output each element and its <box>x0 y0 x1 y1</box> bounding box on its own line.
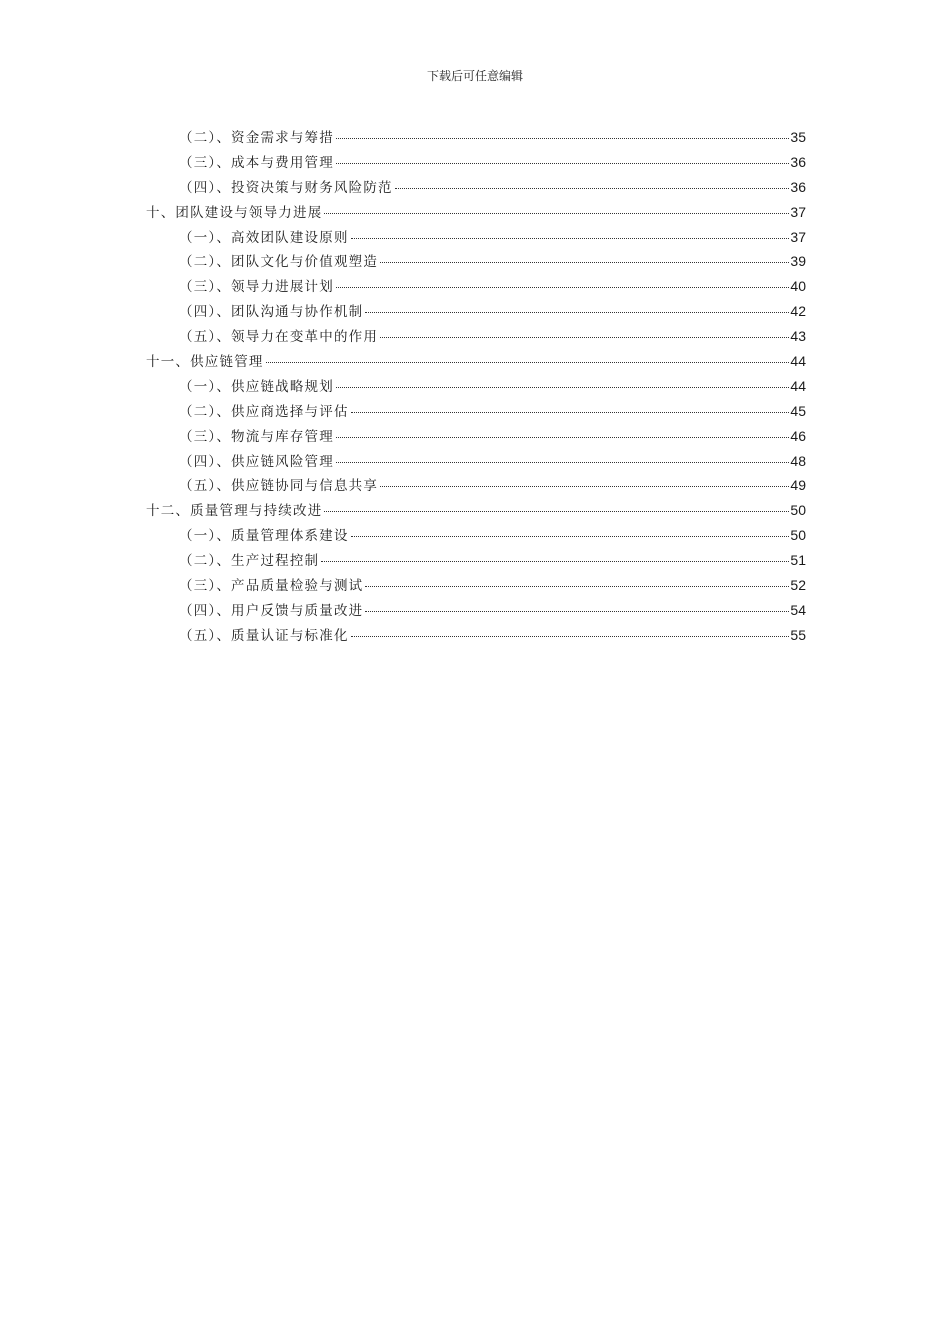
toc-entry-page-number: 36 <box>790 153 806 170</box>
toc-dot-leader <box>336 387 789 388</box>
table-of-contents <box>146 126 806 649</box>
toc-section-entry[interactable] <box>146 450 806 475</box>
toc-entry-page-number: 39 <box>790 253 806 270</box>
toc-entry-page-number: 37 <box>790 228 806 245</box>
toc-section-entry[interactable] <box>146 375 806 400</box>
toc-entry-label: （五）、供应链协同与信息共享 <box>179 478 379 495</box>
toc-dot-leader <box>380 486 789 487</box>
toc-dot-leader <box>365 312 789 313</box>
toc-section-entry[interactable] <box>146 425 806 450</box>
toc-dot-leader <box>380 262 789 263</box>
toc-entry-label: （四）、用户反馈与质量改进 <box>179 602 364 619</box>
toc-entry-page-number: 35 <box>790 129 806 145</box>
toc-entry-page-number: 36 <box>790 178 806 195</box>
toc-entry-page-number: 48 <box>790 452 806 469</box>
toc-entry-label: （五）、质量认证与标准化 <box>179 627 349 644</box>
toc-entry-page-number: 51 <box>790 552 806 569</box>
toc-section-entry[interactable] <box>146 549 806 574</box>
toc-chapter-entry[interactable] <box>146 201 806 226</box>
toc-dot-leader <box>351 536 790 537</box>
toc-dot-leader <box>266 362 790 363</box>
toc-dot-leader <box>351 412 790 413</box>
toc-dot-leader <box>336 138 789 139</box>
toc-entry-page-number: 42 <box>790 303 806 320</box>
toc-entry-page-number: 50 <box>790 502 806 519</box>
toc-entry-label: （三）、物流与库存管理 <box>179 428 334 445</box>
toc-section-entry[interactable] <box>146 624 806 649</box>
toc-entry-page-number: 54 <box>790 601 806 618</box>
toc-entry-page-number: 55 <box>790 626 806 643</box>
toc-entry-page-number: 43 <box>790 328 806 345</box>
toc-dot-leader <box>365 586 789 587</box>
page-header-note: 下载后可任意编辑 <box>426 69 523 83</box>
toc-chapter-entry[interactable] <box>146 350 806 375</box>
toc-section-entry[interactable] <box>146 275 806 300</box>
toc-entry-label: （四）、团队沟通与协作机制 <box>179 304 364 321</box>
toc-entry-page-number: 37 <box>790 203 806 220</box>
toc-entry-page-number: 44 <box>790 377 806 394</box>
toc-entry-label: （二）、团队文化与价值观塑造 <box>179 254 379 271</box>
toc-entry-label: 十、团队建设与领导力进展 <box>146 204 323 221</box>
toc-entry-page-number: 46 <box>790 427 806 444</box>
toc-dot-leader <box>351 238 790 239</box>
toc-section-entry[interactable] <box>146 400 806 425</box>
toc-entry-label: （一）、供应链战略规划 <box>179 378 334 395</box>
toc-entry-label: （四）、投资决策与财务风险防范 <box>179 179 393 196</box>
toc-chapter-entry[interactable] <box>146 499 806 524</box>
toc-entry-label: （一）、质量管理体系建设 <box>179 528 349 545</box>
toc-section-entry[interactable] <box>146 176 806 201</box>
toc-section-entry[interactable] <box>146 325 806 350</box>
toc-dot-leader <box>336 462 789 463</box>
toc-entry-label: 十二、质量管理与持续改进 <box>146 503 323 520</box>
toc-section-entry[interactable] <box>146 524 806 549</box>
toc-dot-leader <box>324 511 789 512</box>
toc-entry-label: （三）、产品质量检验与测试 <box>179 578 364 595</box>
toc-entry-label: （三）、成本与费用管理 <box>179 154 334 171</box>
toc-dot-leader <box>351 636 790 637</box>
toc-section-entry[interactable] <box>146 574 806 599</box>
toc-section-entry[interactable] <box>146 226 806 251</box>
toc-entry-label: （一）、高效团队建设原则 <box>179 229 349 246</box>
toc-entry-page-number: 49 <box>790 477 806 494</box>
toc-entry-page-number: 45 <box>790 402 806 419</box>
toc-entry-label: （二）、生产过程控制 <box>179 553 320 570</box>
toc-entry-label: （五）、领导力在变革中的作用 <box>179 329 379 346</box>
toc-entry-page-number: 40 <box>790 278 806 295</box>
toc-entry-page-number: 44 <box>790 353 806 370</box>
toc-dot-leader <box>336 287 789 288</box>
toc-entry-page-number: 52 <box>790 577 806 594</box>
toc-entry-label: （二）、供应商选择与评估 <box>179 403 349 420</box>
toc-section-entry[interactable] <box>146 300 806 325</box>
toc-dot-leader <box>336 163 789 164</box>
toc-section-entry[interactable] <box>146 599 806 624</box>
toc-dot-leader <box>365 611 789 612</box>
toc-entry-page-number: 50 <box>790 527 806 544</box>
toc-section-entry[interactable] <box>146 151 806 176</box>
toc-section-entry[interactable] <box>146 474 806 499</box>
toc-dot-leader <box>380 337 789 338</box>
toc-entry-label: （四）、供应链风险管理 <box>179 453 334 470</box>
toc-section-entry[interactable] <box>146 250 806 275</box>
toc-dot-leader <box>324 213 789 214</box>
toc-entry-label: （三）、领导力进展计划 <box>179 279 334 296</box>
toc-dot-leader <box>336 437 789 438</box>
toc-dot-leader <box>395 188 790 189</box>
toc-section-entry[interactable] <box>146 126 806 151</box>
toc-entry-label: （二）、资金需求与筹措 <box>179 130 334 146</box>
toc-entry-label: 十一、供应链管理 <box>146 354 264 371</box>
toc-dot-leader <box>321 561 789 562</box>
